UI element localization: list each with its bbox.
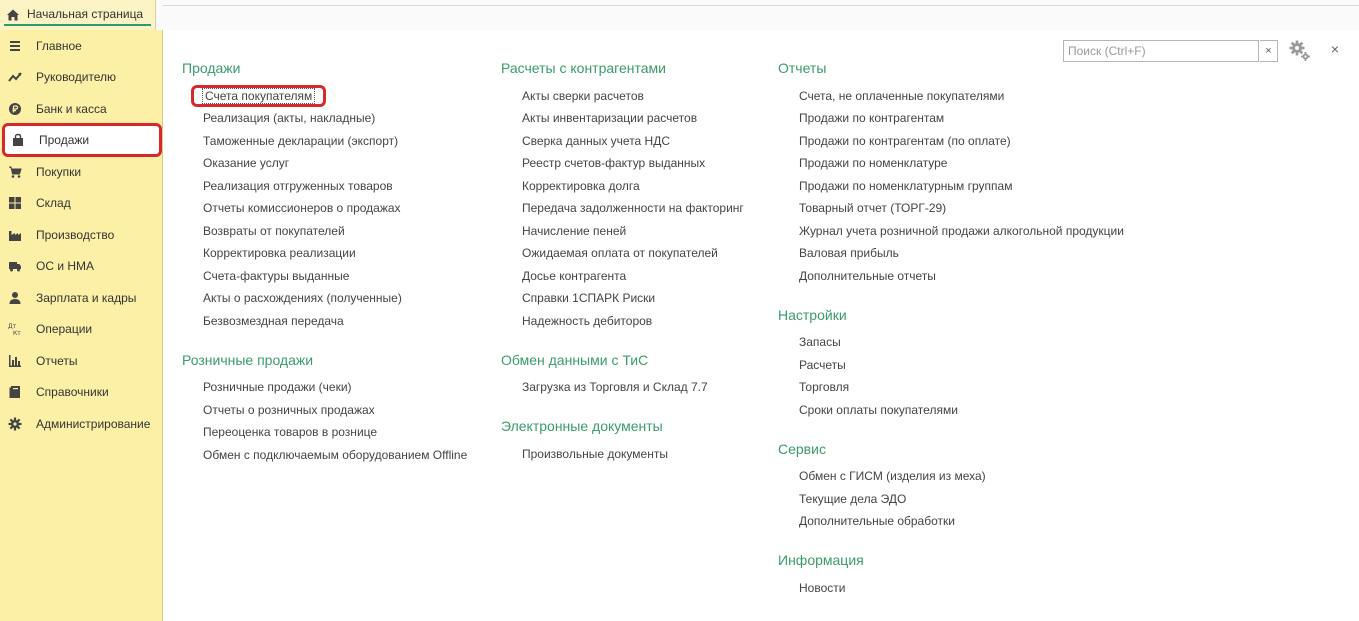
link-retail-item[interactable]: Розничные продажи (чеки): [203, 380, 352, 394]
link-reports-item[interactable]: Журнал учета розничной продажи алкогольной продукции: [799, 224, 1124, 238]
sidebar-item-warehouse[interactable]: [0, 188, 162, 218]
sidebar-item-label: Склад: [36, 196, 71, 210]
link-edocs-item[interactable]: Произвольные документы: [522, 447, 668, 461]
svg-text:Кт: Кт: [13, 330, 21, 336]
section-title-sales: Продажи: [182, 60, 241, 76]
link-retail-item[interactable]: Переоценка товаров в рознице: [203, 425, 378, 439]
link-reports-item[interactable]: Продажи по контрагентам (по оплате): [799, 134, 1011, 148]
active-tab-indicator: [4, 24, 151, 26]
close-button[interactable]: ×: [1330, 41, 1340, 57]
sidebar-item-bank[interactable]: [0, 94, 162, 124]
link-settlements-item[interactable]: Сверка данных учета НДС: [522, 134, 671, 148]
book-icon: [8, 385, 22, 399]
link-sales-item[interactable]: Реализация отгруженных товаров: [203, 179, 393, 193]
link-settlements-item[interactable]: Передача задолженности на факторинг: [522, 201, 744, 215]
section-title-info: Информация: [778, 552, 864, 568]
sidebar-item-purchases[interactable]: [0, 157, 162, 187]
sidebar-item-label: Операции: [36, 322, 93, 336]
sidebar-item-label: Продажи: [39, 133, 90, 147]
link-reports-item[interactable]: Продажи по номенклатуре: [799, 156, 948, 170]
settings-gear-icon[interactable]: [1288, 39, 1312, 63]
link-sales-item[interactable]: Реализация (акты, накладные): [203, 111, 376, 125]
link-reports-item[interactable]: Дополнительные отчеты: [799, 269, 936, 283]
link-reports-item[interactable]: Продажи по контрагентам: [799, 111, 945, 125]
search-box: [1063, 40, 1259, 62]
sidebar-item-label: Отчеты: [36, 354, 78, 368]
link-sales-item[interactable]: Таможенные декларации (экспорт): [203, 134, 399, 148]
link-retail-item[interactable]: Обмен с подключаемым оборудованием Offline: [203, 448, 468, 462]
link-settings-item[interactable]: Сроки оплаты покупателями: [799, 403, 958, 417]
link-settings-item[interactable]: Расчеты: [799, 358, 846, 372]
link-info-item[interactable]: Новости: [799, 581, 846, 595]
sidebar-item-operations[interactable]: [0, 314, 162, 344]
link-service-item[interactable]: Дополнительные обработки: [799, 514, 955, 528]
sidebar-item-label: Банк и касса: [36, 102, 107, 116]
sidebar-item-label: Производство: [36, 228, 115, 242]
sidebar: [0, 30, 163, 621]
link-sales-item[interactable]: Безвозмездная передача: [203, 314, 344, 328]
sidebar-item-reports[interactable]: [0, 346, 162, 376]
link-service-item[interactable]: Обмен с ГИСМ (изделия из меха): [799, 469, 986, 483]
section-title-retail: Розничные продажи: [182, 352, 314, 368]
sidebar-item-manager[interactable]: [0, 62, 162, 92]
svg-text:Дт: Дт: [8, 323, 17, 330]
link-settlements-item[interactable]: Корректировка долга: [522, 179, 640, 193]
link-settings-item[interactable]: Торговля: [799, 380, 850, 394]
top-bar: [0, 0, 1359, 30]
truck-icon: [8, 259, 22, 273]
link-settlements-item[interactable]: Досье контрагента: [522, 269, 627, 283]
sidebar-item-payroll[interactable]: [0, 283, 162, 313]
link-reports-item[interactable]: Продажи по номенклатурным группам: [799, 179, 1013, 193]
sidebar-item-catalogs[interactable]: [0, 377, 162, 407]
operations-icon: [8, 322, 22, 336]
link-sales-item[interactable]: Оказание услуг: [203, 156, 290, 170]
link-settlements-item[interactable]: Надежность дебиторов: [522, 314, 653, 328]
link-settlements-item[interactable]: Акты сверки расчетов: [522, 89, 644, 103]
sidebar-item-label: Администрирование: [36, 417, 151, 431]
link-label: Счета покупателям: [202, 88, 315, 104]
section-title-settlements: Расчеты с контрагентами: [501, 60, 666, 76]
sidebar-item-sales[interactable]: [2, 123, 162, 157]
search-input[interactable]: [1064, 41, 1238, 61]
divider: [163, 5, 1359, 6]
sidebar-item-label: ОС и НМА: [36, 259, 95, 273]
main-content: [164, 30, 1359, 621]
link-settlements-item[interactable]: Реестр счетов-фактур выданных: [522, 156, 706, 170]
link-retail-item[interactable]: Отчеты о розничных продажах: [203, 403, 375, 417]
link-reports-item[interactable]: Товарный отчет (ТОРГ-29): [799, 201, 947, 215]
gear-icon: [8, 417, 22, 431]
cart-icon: [8, 165, 22, 179]
warehouse-icon: [8, 196, 22, 210]
link-settlements-item[interactable]: Справки 1СПАРК Риски: [522, 291, 656, 305]
ruble-icon: [8, 102, 22, 116]
sidebar-item-label: Руководителю: [36, 70, 117, 84]
link-sales-item[interactable]: Акты о расхождениях (полученные): [203, 291, 402, 305]
link-settlements-item[interactable]: Ожидаемая оплата от покупателей: [522, 246, 718, 260]
section-title-settings: Настройки: [778, 307, 847, 323]
sidebar-item-admin[interactable]: [0, 409, 162, 439]
shopping-bag-icon: [11, 133, 25, 147]
link-reports-item[interactable]: Счета, не оплаченные покупателями: [799, 89, 1005, 103]
sidebar-item-production[interactable]: [0, 220, 162, 250]
sidebar-item-label: Зарплата и кадры: [36, 291, 137, 305]
section-title-service: Сервис: [778, 441, 826, 457]
link-exchange-item[interactable]: Загрузка из Торговля и Склад 7.7: [522, 380, 708, 394]
link-service-item[interactable]: Текущие дела ЭДО: [799, 492, 907, 506]
link-sales-item[interactable]: Счета-фактуры выданные: [203, 269, 350, 283]
sidebar-item-label: Справочники: [36, 385, 109, 399]
link-settlements-item[interactable]: Начисление пеней: [522, 224, 627, 238]
search-clear-button[interactable]: ×: [1260, 40, 1278, 62]
link-settlements-item[interactable]: Акты инвентаризации расчетов: [522, 111, 698, 125]
link-sales-item[interactable]: Возвраты от покупателей: [203, 224, 345, 238]
section-title-exchange: Обмен данными с ТиС: [501, 352, 649, 368]
factory-icon: [8, 228, 22, 242]
home-tab[interactable]: [0, 0, 156, 30]
section-title-reports: Отчеты: [778, 60, 827, 76]
trend-icon: [8, 70, 22, 84]
sidebar-item-label: Главное: [36, 39, 82, 53]
link-settings-item[interactable]: Запасы: [799, 335, 841, 349]
person-icon: [8, 291, 22, 305]
link-sales-item[interactable]: Отчеты комиссионеров о продажах: [203, 201, 401, 215]
home-icon: [6, 8, 20, 22]
home-tab-label: Начальная страница: [27, 7, 144, 21]
sidebar-item-assets[interactable]: [0, 251, 162, 281]
sidebar-item-main[interactable]: [0, 31, 162, 61]
sidebar-item-label: Покупки: [36, 165, 82, 179]
menu-icon: [8, 39, 22, 53]
link-sales-item[interactable]: Корректировка реализации: [203, 246, 356, 260]
bar-chart-icon: [8, 354, 22, 368]
link-customer-invoices[interactable]: [191, 85, 326, 107]
link-reports-item[interactable]: Валовая прибыль: [799, 246, 899, 260]
section-title-edocs: Электронные документы: [501, 418, 663, 434]
